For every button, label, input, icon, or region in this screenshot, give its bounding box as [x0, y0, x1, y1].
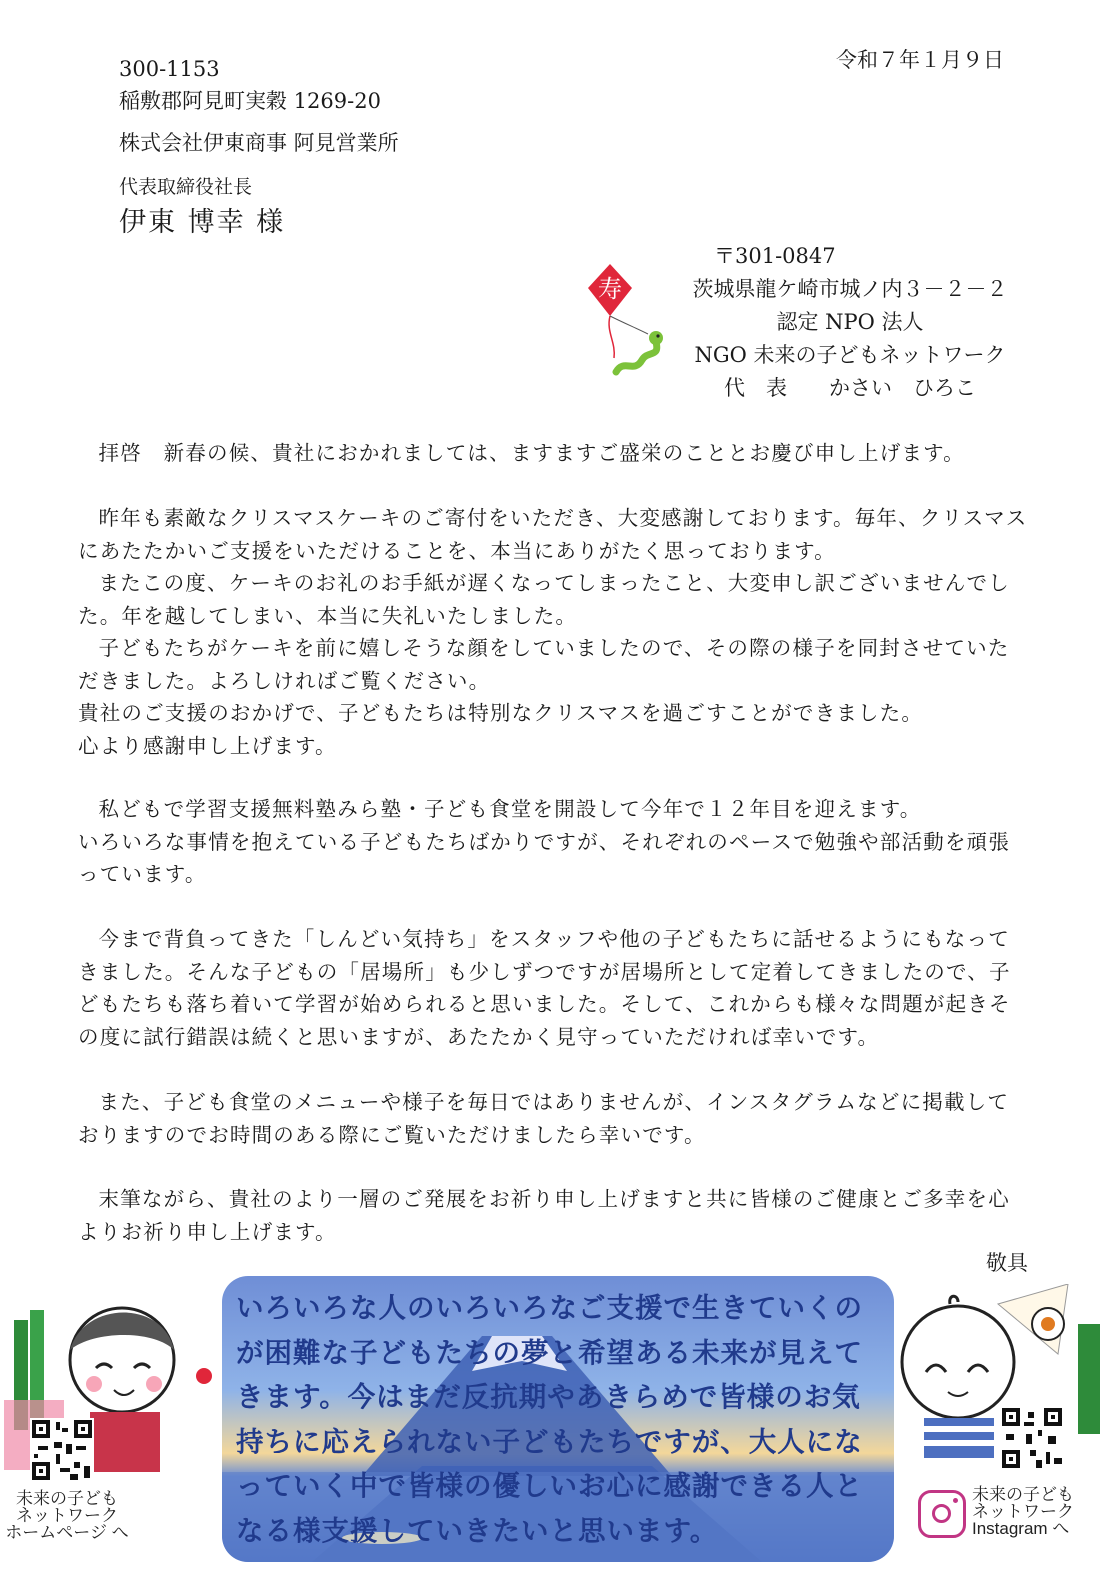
activity-section	[78, 793, 1028, 891]
feelings-section	[78, 923, 1028, 1053]
paragraph: 子どもたちがケーキを前に嬉しそうな顔をしていましたので、その際の様子を同封させていただきました。よろしければご覧ください。	[78, 636, 1010, 693]
paragraph: 今まで背負ってきた「しんどい気持ち」をスタッフや他の子どもたちに話せるようにもなってきました。そんな子どもの「居場所」も少しずつですが居場所として定着してきましたので、子どもたちも落ち着いて学習が始められると思いました。そして、これからも様々な問題が起きその度に試行錯誤は続くと思いますが、あたたかく見守っていただければ幸いです。	[78, 927, 1011, 1049]
child-face-icon	[902, 1306, 1014, 1418]
recipient-postal-code: 300-1153	[119, 57, 220, 81]
paragraph: 心より感謝申し上げます。	[78, 733, 337, 758]
greeting-paragraph: 拝啓 新春の候、貴社におかれましては、ますますご盛栄のこととお慶び申し上げます。	[98, 441, 965, 465]
qr-label-line: ホームページ へ	[5, 1523, 129, 1542]
instagram-icon[interactable]	[918, 1490, 966, 1538]
kimono-icon	[90, 1412, 160, 1472]
recipient-address: 稲敷郡阿見町実穀 1269-20	[119, 89, 381, 113]
qr-label-line: Instagram へ	[972, 1519, 1070, 1538]
paragraph: 末筆ながら、貴社のより一層のご発展をお祈り申し上げますと共に皆様のご健康とご多幸を心よりお祈り申し上げます。	[78, 1187, 1010, 1244]
qr-label-line: 未来の子ども	[16, 1489, 118, 1508]
paragraph: また、子ども食堂のメニューや様子を毎日ではありませんが、インスタグラムなどに掲載しておりますのでお時間のある際にご覧いただけましたら幸いです。	[78, 1090, 1010, 1147]
closing-section	[78, 1183, 1028, 1248]
child-kite-illustration	[888, 1284, 1108, 1484]
kite-character: 寿	[598, 275, 622, 303]
sender-org-name: NGO 未来の子どもネットワーク	[694, 343, 1006, 367]
qr-label-line: ネットワーク	[16, 1506, 118, 1525]
paragraph: またこの度、ケーキのお礼のお手紙が遅くなってしまったこと、大変申し訳ございませんでした。年を越してしまい、本当に失礼いたしました。	[78, 571, 1010, 628]
qr-label-line: ネットワーク	[972, 1502, 1074, 1521]
homepage-qr-label	[4, 1490, 130, 1541]
thanks-section	[78, 502, 1028, 762]
paragraph: 貴社のご支援のおかげで、子どもたちは特別なクリスマスを過ごすことができました。	[78, 701, 924, 725]
banner-message: いろいろな人のいろいろなご支援で生きていくのが困難な子どもたちの夢と希望ある未来が見えてきます。今はまだ反抗期やあきらめで皆様のお気持ちに応えられない子どもたちですが、大人になっていく中で皆様の優しいお心に感謝できる人となる様支援していきたいと思います。	[236, 1292, 863, 1547]
closing-word: 敬具	[986, 1251, 1028, 1275]
message-banner	[222, 1276, 894, 1562]
instagram-qr-label	[972, 1486, 1092, 1537]
recipient-name: 伊東 博幸 様	[119, 207, 286, 238]
qr-label-line: 未来の子ども	[972, 1485, 1074, 1504]
paragraph: いろいろな事情を抱えている子どもたちばかりですが、それぞれのペースで勉強や部活動を頑張っています。	[78, 829, 1011, 886]
snake-icon	[616, 342, 657, 372]
sender-address: 茨城県龍ケ崎市城ノ内３－２－２	[692, 277, 1008, 301]
sender-postal-code: 〒301-0847	[714, 244, 836, 268]
instagram-qr-code[interactable]	[1000, 1406, 1064, 1470]
sender-representative: 代 表 かさい ひろこ	[724, 376, 976, 400]
sender-org-type: 認定 NPO 法人	[776, 310, 924, 334]
recipient-title: 代表取締役社長	[119, 176, 253, 198]
letter-date: 令和７年１月９日	[836, 48, 1004, 72]
bamboo-icon	[1078, 1324, 1100, 1434]
paragraph: 昨年も素敵なクリスマスケーキのご寄付をいただき、大変感謝しております。毎年、クリスマスにあたたかいご支援をいただけることを、本当にありがたく思っております。	[78, 506, 1028, 563]
homepage-qr-code[interactable]	[30, 1418, 94, 1482]
instagram-section	[78, 1086, 1028, 1151]
letter-body	[78, 437, 1028, 470]
recipient-company: 株式会社伊東商事 阿見営業所	[119, 131, 399, 155]
paragraph: 私どもで学習支援無料塾みら塾・子ども食堂を開設して今年で１２年目を迎えます。	[98, 797, 922, 821]
kite-snake-illustration	[586, 262, 676, 382]
